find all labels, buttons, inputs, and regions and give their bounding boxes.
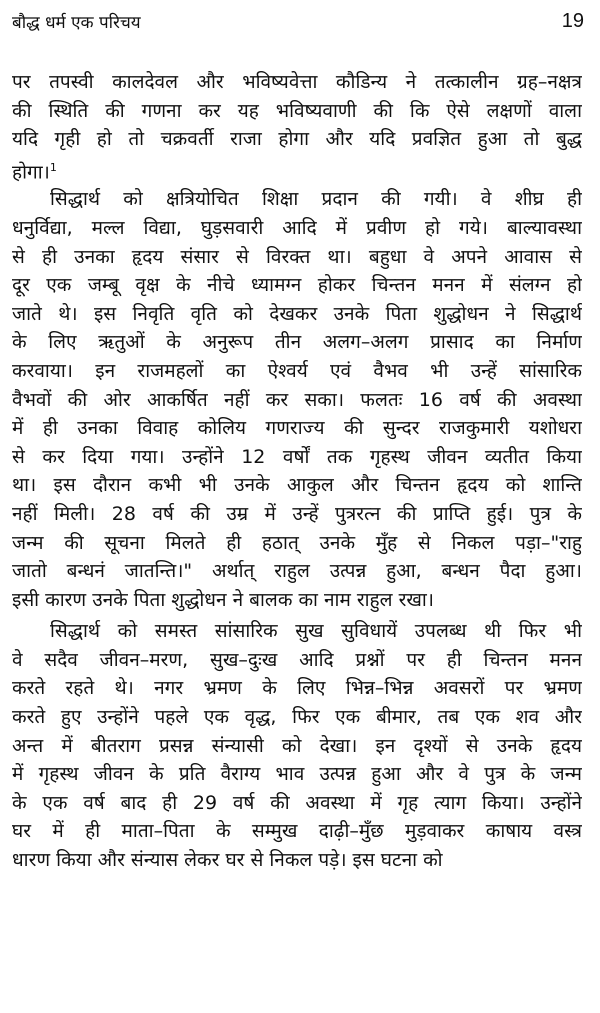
line-text: धारण किया और संन्यास लेकर घर से निकल पड़े। इस घटना को: [12, 849, 443, 872]
text-line: [12, 789, 582, 818]
line-text: वे सदैव जीवन–मरण, सुख–दुःख आदि प्रश्नों पर ही चिन्तन मनन: [12, 648, 582, 671]
paragraph: [12, 185, 582, 614]
line-text: पर तपस्वी कालदेवल और भविष्यवेत्ता कौडिन्य ने तत्कालीन ग्रह–नक्षत्र: [12, 71, 582, 93]
text-line: [12, 617, 582, 646]
text-line: [12, 185, 582, 214]
line-text: जातो बन्धनं जातन्ति।" अर्थात् राहुल उत्पन्न हुआ, बन्धन पैदा हुआ।: [12, 560, 582, 583]
text-line: [12, 557, 582, 586]
text-line: [12, 414, 582, 443]
text-line: [12, 471, 582, 500]
text-line: [12, 214, 582, 243]
line-text: के लिए ऋतुओं के अनुरूप तीन अलग–अलग प्रासाद का निर्माण: [12, 331, 582, 354]
text-line: [12, 500, 582, 529]
text-line: [12, 68, 582, 97]
line-text: के एक वर्ष बाद ही 29 वर्ष की अवस्था में गृह त्याग किया। उन्होंने: [12, 791, 582, 814]
text-line: [12, 97, 582, 126]
line-text: से ही उनका हृदय संसार से विरक्त था। बहुधा वे अपने आवास से: [12, 245, 582, 268]
text-line: [12, 703, 582, 732]
text-line: [12, 243, 582, 272]
line-text: जाते थे। इस निवृति वृति को देखकर उनके पिता शुद्धोधन ने सिद्धार्थ: [12, 302, 582, 325]
book-title: बौद्ध धर्म एक परिचय: [12, 13, 141, 33]
body-text: [12, 68, 582, 875]
text-line: [12, 386, 582, 415]
line-text: जन्म की सूचना मिलते ही हठात् उनके मुँह से निकल पड़ा–"राहु: [12, 531, 582, 554]
text-line: [12, 125, 582, 154]
line-text: नहीं मिली। 28 वर्ष की उम्र में उन्हें पुत्ररत्न की प्राप्ति हुई। पुत्र के: [12, 502, 582, 525]
line-text: करते रहते थे। नगर भ्रमण के लिए भिन्न–भिन्न अवसरों पर भ्रमण: [12, 677, 582, 700]
text-line: [12, 586, 582, 615]
line-text: सिद्धार्थ को समस्त सांसारिक सुख सुविधायें उपलब्ध थी फिर भी: [50, 620, 582, 643]
paragraph: [12, 617, 582, 874]
line-text: सिद्धार्थ को क्षत्रियोचित शिक्षा प्रदान की गयी। वे शीघ्र ही: [50, 188, 582, 211]
text-line: [12, 817, 582, 846]
text-line: [12, 271, 582, 300]
text-line: [12, 732, 582, 761]
running-header: [12, 10, 584, 38]
line-text: अन्त में बीतराग प्रसन्न संन्यासी को देखा। इन दृश्यों से उनके हृदय: [12, 734, 582, 757]
text-line: [12, 674, 582, 703]
text-line: [12, 443, 582, 472]
line-text: करवाया। इन राजमहलों का ऐश्वर्य एवं वैभव भी उन्हें सांसारिक: [12, 359, 582, 382]
line-text: इसी कारण उनके पिता शुद्धोधन ने बालक का नाम राहुल रखा।: [12, 588, 435, 611]
line-text: धनुर्विद्या, मल्ल विद्या, घुड़सवारी आदि में प्रवीण हो गये। बाल्यावस्था: [12, 216, 582, 239]
page-number: 19: [561, 10, 584, 32]
paragraph: [12, 68, 582, 182]
text-line: [12, 646, 582, 675]
line-text: वैभवों की ओर आकर्षित नहीं कर सका। फलतः 16 वर्ष की अवस्था: [12, 388, 582, 411]
line-text: यदि गृही हो तो चक्रवर्ती राजा होगा और यदि प्रवज्ञित हुआ तो बुद्ध: [12, 128, 582, 151]
line-text: दूर एक जम्बू वृक्ष के नीचे ध्यामग्न होकर चिन्तन मनन में संलग्न हो: [12, 274, 582, 297]
line-text: होगा।: [12, 161, 50, 183]
line-text: में ही उनका विवाह कोलिय गणराज्य की सुन्दर राजकुमारी यशोधरा: [12, 417, 582, 440]
line-text: करते हुए उन्होंने पहले एक वृद्ध, फिर एक बीमार, तब एक शव और: [12, 706, 582, 729]
text-line: [12, 154, 582, 183]
text-line: [12, 529, 582, 558]
text-line: [12, 328, 582, 357]
text-line: [12, 357, 582, 386]
line-text: से कर दिया गया। उन्होंने 12 वर्षों तक गृहस्थ जीवन व्यतीत किया: [12, 445, 582, 468]
line-text: था। इस दौरान कभी भी उनके आकुल और चिन्तन हृदय को शान्ति: [12, 474, 582, 497]
line-text: घर में ही माता–पिता के सम्मुख दाढ़ी–मुँछ मुड़वाकर काषाय वस्त्र: [12, 820, 582, 843]
footnote-marker[interactable]: 1: [49, 160, 57, 174]
line-text: में गृहस्थ जीवन के प्रति वैराग्य भाव उत्पन्न हुआ और वे पुत्र के जन्म: [12, 763, 582, 786]
text-line: [12, 846, 582, 875]
text-line: [12, 300, 582, 329]
text-line: [12, 760, 582, 789]
line-text: की स्थिति की गणना कर यह भविष्यवाणी की कि ऐसे लक्षणों वाला: [12, 99, 582, 122]
